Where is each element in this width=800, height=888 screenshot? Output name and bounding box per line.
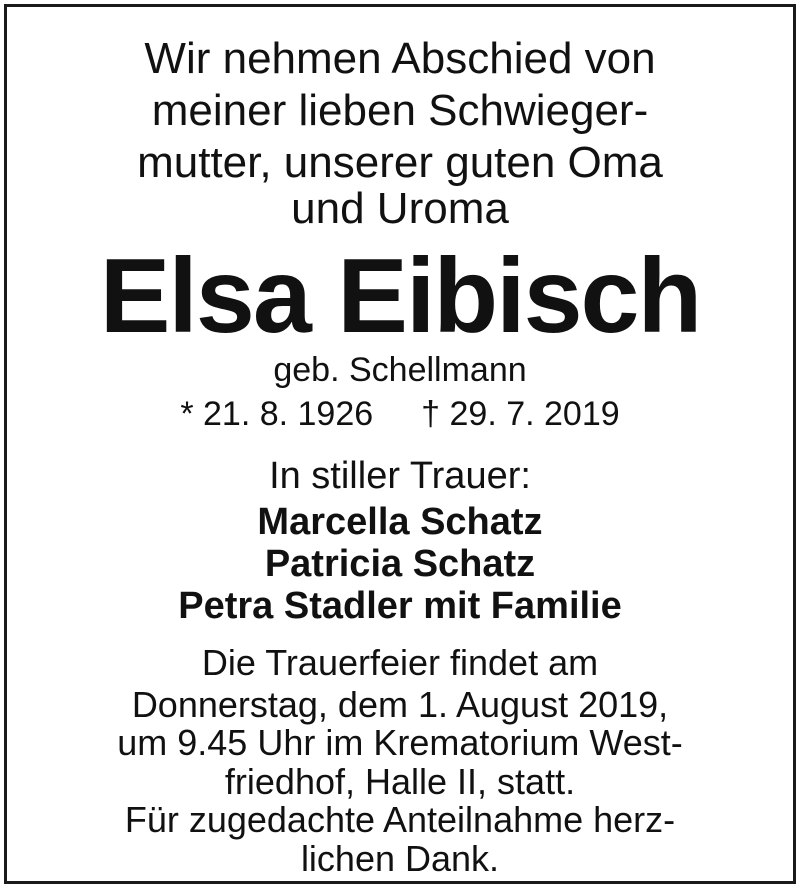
birth-date: * 21. 8. 1926	[180, 395, 374, 433]
mourner-2: Patricia Schatz	[264, 543, 536, 585]
obituary-notice	[4, 4, 796, 884]
info-line-3: um 9.45 Uhr im Krematorium West-	[117, 722, 683, 763]
deceased-name: Elsa Eibisch	[99, 237, 701, 355]
intro-line-2: meiner lieben Schwieger-	[151, 86, 649, 135]
mourner-1: Marcella Schatz	[257, 501, 543, 543]
intro-line-4: und Uroma	[291, 184, 509, 233]
death-date: † 29. 7. 2019	[421, 395, 620, 433]
maiden-name: geb. Schellmann	[273, 351, 527, 389]
info-line-1: Die Trauerfeier findet am	[201, 642, 599, 683]
info-line-5: Für zugedachte Anteilnahme herz-	[124, 799, 676, 840]
info-line-4: friedhof, Halle II, statt.	[224, 761, 576, 802]
intro-line-1: Wir nehmen Abschied von	[144, 34, 656, 83]
mourner-3: Petra Stadler mit Familie	[178, 585, 622, 627]
info-line-6: lichen Dank.	[300, 838, 500, 879]
intro-line-3: mutter, unserer guten Oma	[137, 138, 663, 187]
info-line-2: Donnerstag, dem 1. August 2019,	[131, 684, 669, 725]
mourning-label: In stiller Trauer:	[269, 455, 531, 497]
life-dates	[7, 397, 793, 431]
